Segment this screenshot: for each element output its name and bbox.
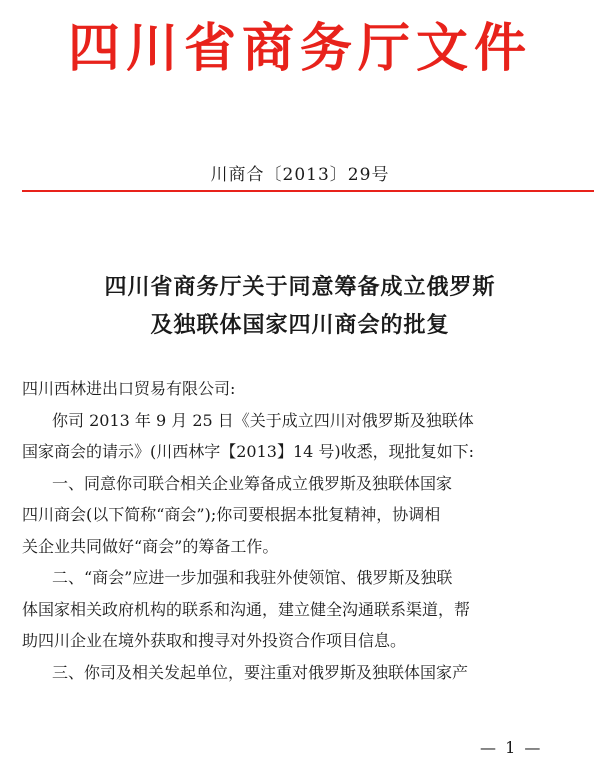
document-title xyxy=(0,268,600,344)
body-line: 一、同意你司联合相关企业筹备成立俄罗斯及独联体国家 xyxy=(52,473,453,493)
page-number: — 1 — xyxy=(480,738,543,757)
document-title-line-2: 及独联体国家四川商会的批复 xyxy=(150,312,450,338)
document-body xyxy=(22,373,582,688)
body-line: 体国家相关政府机构的联系和沟通，建立健全沟通联系渠道，帮 xyxy=(22,599,471,619)
body-line: 四川商会(以下简称“商会”);你司要根据本批复精神，协调相 xyxy=(22,505,441,524)
header-divider xyxy=(22,190,594,192)
body-line: 助四川企业在境外获取和搜寻对外投资合作项目信息。 xyxy=(22,631,407,650)
body-line: 二、“商会”应进一步加强和我驻外使领馆、俄罗斯及独联 xyxy=(52,568,453,587)
body-line: 三、你司及相关发起单位，要注重对俄罗斯及独联体国家产 xyxy=(52,662,469,682)
salutation: 四川西林进出口贸易有限公司: xyxy=(22,379,236,398)
body-line: 你司 2013 年 9 月 25 日《关于成立四川对俄罗斯及独联体 xyxy=(52,410,474,430)
body-line: 关企业共同做好“商会”的筹备工作。 xyxy=(22,536,279,556)
document-header-title: 四川省商务厅文件 xyxy=(67,19,532,79)
document-title-line-1: 四川省商务厅关于同意筹备成立俄罗斯 xyxy=(104,274,496,300)
body-line: 国家商会的请示》(川西林字【2013】14 号)收悉，现批复如下: xyxy=(22,442,475,461)
document-number: 川商合〔2013〕29号 xyxy=(210,165,390,185)
